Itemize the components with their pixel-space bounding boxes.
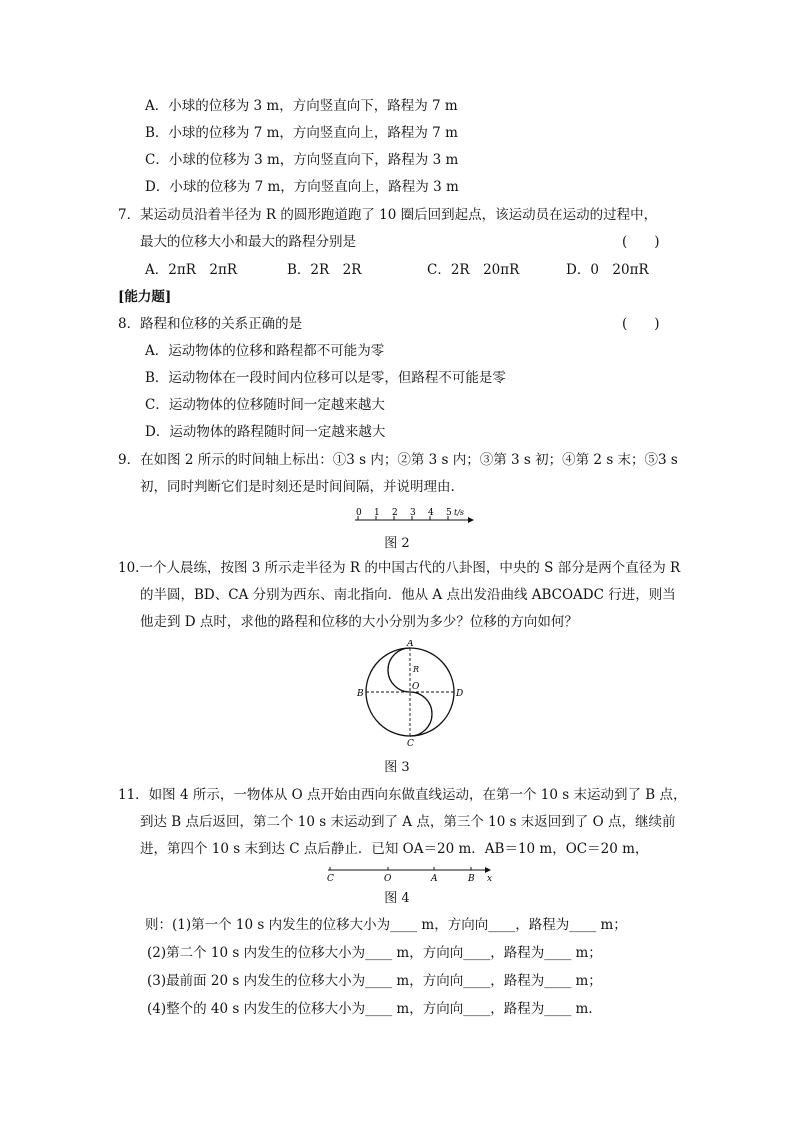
q11-blank-1: 则：(1)第一个 10 s 内发生的位移大小为____ m，方向向____，路程为____ m； — [145, 917, 627, 933]
figure-3-bagua — [355, 640, 465, 750]
q7-stem-line1: 7．某运动员沿着半径为 R 的圆形跑道跑了 10 圈后回到起点，该运动员在运动的过程中， — [118, 207, 658, 223]
axis-label-ts: t/s — [454, 508, 465, 517]
figure-2-caption: 图 2 — [384, 536, 410, 551]
q11-stem-line2: 到达 B 点后返回，第二个 10 s 末运动到了 A 点，第三个 10 s 末返回到了 O 点，继续前 — [140, 814, 676, 830]
section-heading: [能力题] — [118, 289, 172, 305]
q8-stem: 8．路程和位移的关系正确的是 — [118, 316, 303, 332]
timeline-ticks — [358, 516, 448, 520]
tick-label-1: 1 — [374, 508, 380, 518]
q8-answer-paren: ( ) — [622, 316, 660, 332]
point-b: B — [468, 874, 475, 884]
point-c: C — [327, 874, 334, 884]
q7-stem-line2: 最大的位移大小和最大的路程分别是 — [140, 234, 356, 250]
q7-option-d: D．0 20πR — [566, 262, 649, 278]
label-c: C — [407, 739, 414, 749]
figure-3-caption: 图 3 — [384, 760, 410, 775]
tick-label-2: 2 — [392, 508, 398, 518]
label-d: D — [456, 689, 464, 699]
point-o: O — [384, 874, 392, 884]
axis-x: x — [487, 874, 493, 884]
q6-option-c: C．小球的位移为 3 m，方向竖直向下，路程为 3 m — [145, 152, 459, 168]
q10-stem-line2: 的半圆，BD、CA 分别为西东、南北指向．他从 A 点出发沿曲线 ABCOADC 行进，则当 — [140, 587, 676, 603]
q11-blank-4: (4)整个的 40 s 内发生的位移大小为____ m，方向向____，路程为____ m. — [147, 1001, 593, 1017]
q8-option-a: A．运动物体的位移和路程都不可能为零 — [145, 343, 385, 359]
q11-blank-3: (3)最前面 20 s 内发生的位移大小为____ m，方向向____，路程为____ m； — [147, 973, 602, 989]
q7-option-b: B．2R 2R — [287, 262, 362, 278]
s-curve — [388, 648, 432, 736]
q11-blank-2: (2)第二个 10 s 内发生的位移大小为____ m，方向向____，路程为____ m； — [147, 945, 602, 961]
q8-option-d: D．运动物体的路程随时间一定越来越大 — [145, 424, 386, 440]
label-o: O — [412, 682, 420, 692]
label-b: B — [357, 689, 364, 699]
q6-option-a: A．小球的位移为 3 m，方向竖直向下，路程为 7 m — [145, 98, 458, 114]
figure-4-caption: 图 4 — [384, 891, 410, 906]
label-r: R — [413, 665, 420, 674]
q8-option-c: C．运动物体的位移随时间一定越来越大 — [145, 397, 385, 413]
timeline-arrow — [468, 517, 474, 523]
q8-option-b: B．运动物体在一段时间内位移可以是零，但路程不可能是零 — [145, 370, 506, 386]
figure-2-timeline — [350, 505, 475, 529]
q6-option-d: D．小球的位移为 7 m，方向竖直向上，路程为 3 m — [145, 179, 459, 195]
line-arrow — [485, 867, 491, 873]
q11-stem-line3: 进，第四个 10 s 末到达 C 点后静止．已知 OA＝20 m．AB＝10 m，OC＝20 m， — [140, 841, 649, 857]
point-a: A — [431, 874, 438, 884]
tick-label-3: 3 — [410, 508, 416, 518]
q11-stem-line1: 11．如图 4 所示，一物体从 O 点开始由西向东做直线运动，在第一个 10 s 末运动到了 B 点， — [118, 787, 687, 803]
q10-stem-line3: 他走到 D 点时，求他的路程和位移的大小分别为多少？位移的方向如何？ — [140, 614, 578, 630]
tick-label-5: 5 — [446, 508, 452, 518]
q7-option-a: A．2πR 2πR — [145, 262, 238, 278]
q6-option-b: B．小球的位移为 7 m，方向竖直向上，路程为 7 m — [145, 125, 458, 141]
label-a: A — [407, 640, 414, 649]
q10-stem-line1: 10.一个人晨练，按图 3 所示走半径为 R 的中国古代的八卦图，中央的 S 部分是两个直径为 R — [118, 560, 681, 576]
q9-stem-line1: 9．在如图 2 所示的时间轴上标出：①3 s 内；②第 3 s 内；③第 3 s 初；④第 2 s 末；⑤3 s — [118, 452, 678, 468]
q7-answer-paren: ( ) — [622, 234, 660, 250]
tick-label-0: 0 — [356, 508, 362, 518]
figure-4-number-line — [322, 864, 497, 884]
tick-label-4: 4 — [428, 508, 434, 518]
q9-stem-line2: 初，同时判断它们是时刻还是时间间隔，并说明理由. — [140, 479, 455, 495]
q7-option-c: C．2R 20πR — [427, 262, 520, 278]
